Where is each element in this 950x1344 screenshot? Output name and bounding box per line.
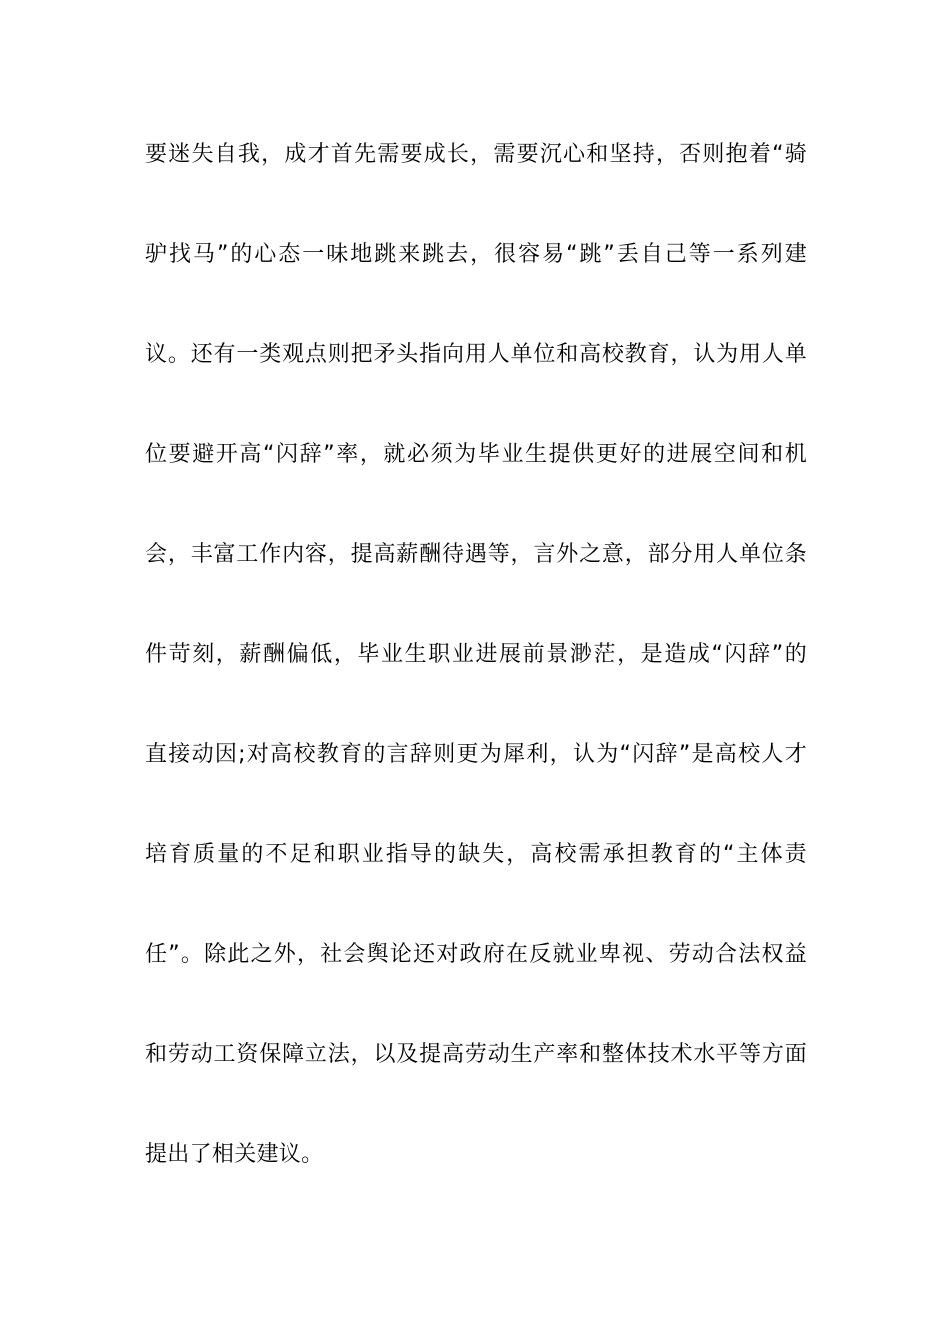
- text-line: 直接动因;对高校教育的言辞则更为犀利，认为“闪辞”是高校人才: [145, 742, 807, 767]
- text-line: 会，丰富工作内容，提高薪酬待遇等，言外之意，部分用人单位条: [145, 542, 807, 567]
- text-line: 驴找马”的心态一味地跳来跳去，很容易“跳”丢自己等一系列建: [145, 242, 807, 267]
- text-line: 位要避开高“闪辞”率，就必须为毕业生提供更好的进展空间和机: [145, 442, 807, 467]
- text-line: 要迷失自我，成才首先需要成长，需要沉心和坚持，否则抱着“骑: [145, 142, 807, 167]
- text-line: 件苛刻，薪酬偏低，毕业生职业进展前景渺茫，是造成“闪辞”的: [145, 642, 807, 667]
- text-line: 培育质量的不足和职业指导的缺失，高校需承担教育的“主体责: [145, 842, 807, 867]
- text-line: 任”。除此之外，社会舆论还对政府在反就业卑视、劳动合法权益: [145, 942, 807, 967]
- text-line: 议。还有一类观点则把矛头指向用人单位和高校教育，认为用人单: [145, 342, 807, 367]
- text-line: 和劳动工资保障立法，以及提高劳动生产率和整体技术水平等方面: [145, 1042, 807, 1067]
- body-paragraph: [145, 130, 807, 1230]
- text-line: 提出了相关建议。: [145, 1142, 324, 1167]
